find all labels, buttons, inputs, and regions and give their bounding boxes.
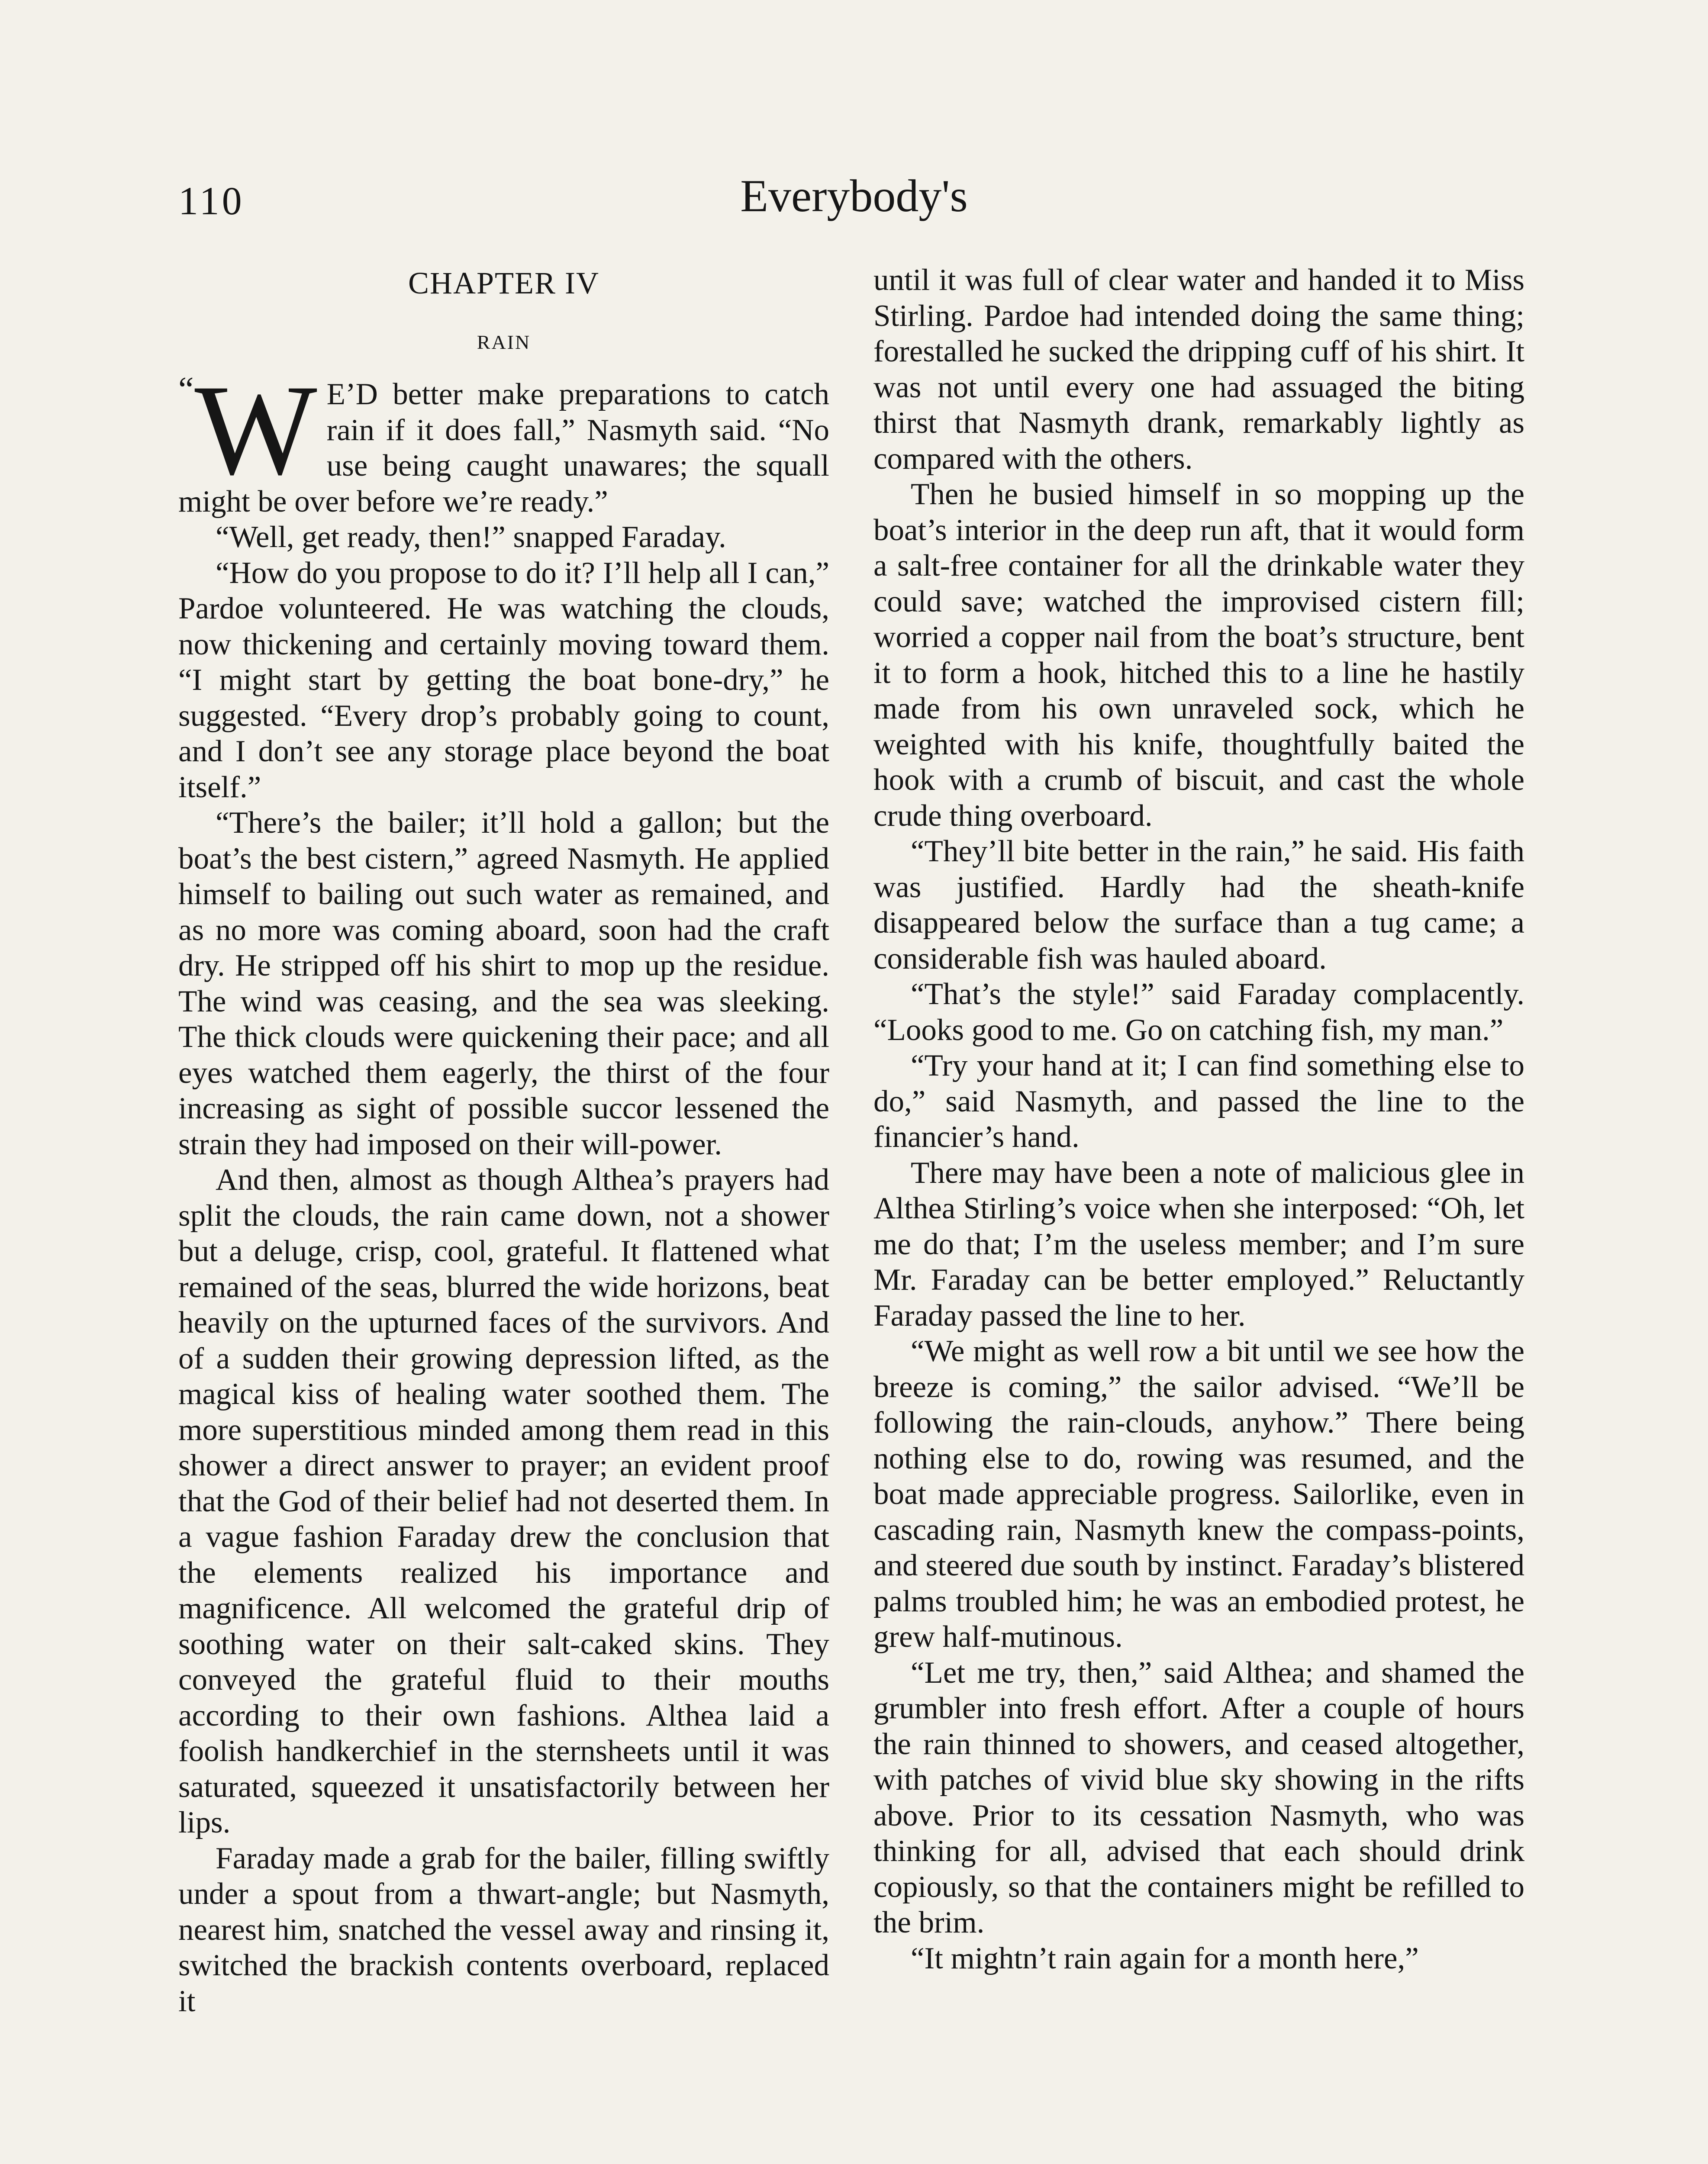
- chapter-title: CHAPTER IV: [408, 266, 599, 300]
- opening-paragraph: [178, 358, 829, 519]
- continued-paragraph: until it was full of clear water and handed it to Miss Stirling. Pardoe had intended doing the same thing; forestalled he sucked the dripping cuff of his shirt. It was not until every one had assuaged the biting thirst that Nasmyth drank, remarkably lightly as compared with the others.: [873, 263, 1524, 476]
- drop-cap: W: [194, 358, 317, 502]
- paragraph: “Well, get ready, then!” snapped Faraday.: [216, 520, 726, 554]
- left-column: [178, 262, 829, 2164]
- opening-quote-mark: “: [178, 370, 194, 409]
- chapter-subtitle: RAIN: [477, 331, 531, 353]
- paragraph: Faraday made a grab for the bailer, filling swiftly under a spout from a thwart-angle; but Nasmyth, nearest him, snatched the vessel away and rinsing it, switched the brackish contents overboard, replaced it: [178, 1841, 829, 2018]
- paragraph: Then he busied himself in so mopping up the boat’s interior in the deep run aft, that it would form a salt-free container for all the drinkable water they could save; watched the improvised cistern fill; worried a copper nail from the boat’s structure, bent it to form a hook, hitched this to a line he hastily made from his own unraveled sock, which he weighted with his knife, thoughtfully baited the hook with a crumb of biscuit, and cast the whole crude thing overboard.: [873, 477, 1524, 833]
- paragraph: And then, almost as though Althea’s prayers had split the clouds, the rain came down, not a shower but a deluge, crisp, cool, grateful. It flattened what remained of the seas, blurred the wide horizons, beat heavily on the upturned faces of the survivors. And of a sudden their growing depression lifted, as the magical kiss of healing water soothed them. The more superstitious minded among them read in this shower a direct answer to prayer; an evident proof that the God of their belief had not deserted them. In a vague fashion Faraday drew the conclusion that the elements realized his importance and magnificence. All welcomed the grateful drip of soothing water on their salt-caked skins. They conveyed the grateful fluid to their mouths according to their own fashions. Althea laid a foolish handkerchief in the sternsheets until it was saturated, squeezed it unsatisfactorily between her lips.: [178, 1163, 829, 1839]
- paragraph: “Try your hand at it; I can find something else to do,” said Nasmyth, and passed the line to the financier’s hand.: [873, 1049, 1524, 1154]
- paragraph: “There’s the bailer; it’ll hold a gallon; but the boat’s the best cistern,” agreed Nasmyth. He applied himself to bailing out such water as remained, and as no more was coming aboard, soon had the craft dry. He stripped off his shirt to mop up the residue. The wind was ceasing, and the sea was sleeking. The thick clouds were quickening their pace; and all eyes watched them eagerly, the thirst of the four increasing as sight of possible succor lessened the strain they had imposed on their will-power.: [178, 806, 829, 1161]
- paragraph: “They’ll bite better in the rain,” he said. His faith was justified. Hardly had the sheath-knife disappeared below the surface than a tug came; a considerable fish was hauled aboard.: [873, 834, 1524, 976]
- paragraph: “Let me try, then,” said Althea; and shamed the grumbler into fresh effort. After a couple of hours the rain thinned to showers, and ceased altogether, with patches of vivid blue sky showing in the rifts above. Prior to its cessation Nasmyth, who was thinking for all, advised that each should drink copiously, so that the containers might be refilled to the brim.: [873, 1655, 1524, 1939]
- opening-text: E’D better make preparations to catch rain if it does fall,” Nasmyth said. “No use being caught unawares; the squall might be over before we’re ready.”: [178, 377, 829, 518]
- paragraph: “How do you propose to do it? I’ll help all I can,” Pardoe volunteered. He was watching the clouds, now thickening and certainly moving toward them. “I might start by getting the boat bone-dry,” he suggested. “Every drop’s probably going to count, and I don’t see any storage place beyond the boat itself.”: [178, 556, 829, 804]
- page-number: 110: [178, 179, 245, 223]
- paragraph: “It mightn’t rain again for a month here,”: [911, 1941, 1419, 1975]
- paragraph: “We might as well row a bit until we see how the breeze is coming,” the sailor advised. “We’ll be following the rain-clouds, anyhow.” There being nothing else to do, rowing was resumed, and the boat made appreciable progress. Sailorlike, even in cascading rain, Nasmyth knew the compass-points, and steered due south by instinct. Faraday’s blistered palms troubled him; he was an embodied protest, he grew half-mutinous.: [873, 1334, 1524, 1654]
- right-column: [873, 262, 1524, 2164]
- paragraph: “That’s the style!” said Faraday complacently. “Looks good to me. Go on catching fish, my man.”: [873, 977, 1524, 1047]
- running-head: Everybody's: [740, 171, 968, 221]
- paragraph: There may have been a note of malicious glee in Althea Stirling’s voice when she interposed: “Oh, let me do that; I’m the useless member; and I’m sure Mr. Faraday can be better employed.” Reluctantly Faraday passed the line to her.: [873, 1156, 1524, 1333]
